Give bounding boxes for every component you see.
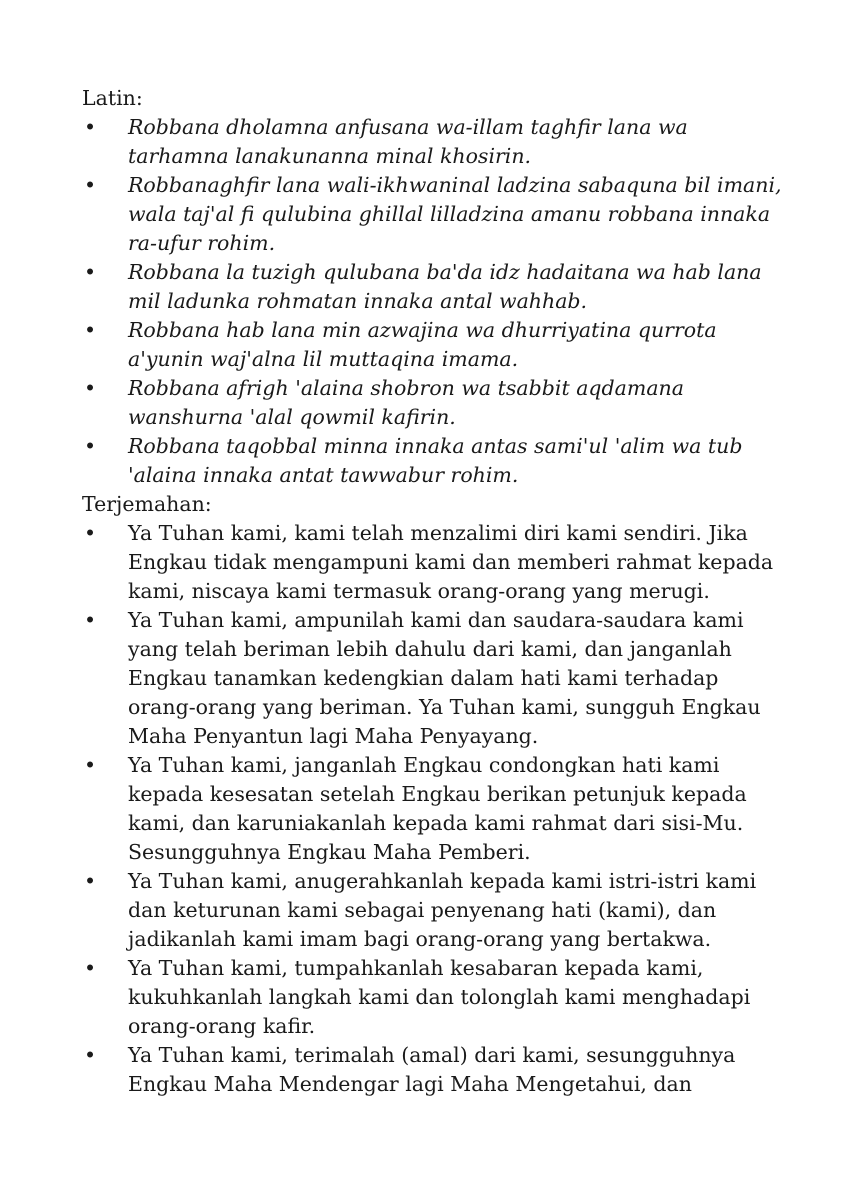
list-item <box>82 316 782 374</box>
list-item <box>82 606 782 751</box>
latin-item-text: Robbanaghfir lana wali-ikhwaninal ladzina sabaquna bil imani, wala taj'al fi qulubina ghillal lilladzina amanu robbana innaka ra-ufur rohim. <box>128 173 782 255</box>
bullet-icon: • <box>83 956 97 980</box>
list-item <box>82 113 782 171</box>
bullet-icon: • <box>83 115 97 139</box>
bullet-icon: • <box>83 318 97 342</box>
latin-heading: Latin: <box>82 86 143 110</box>
latin-item-text: Robbana dholamna anfusana wa-illam taghfir lana wa tarhamna lanakunanna minal khosirin. <box>128 115 688 168</box>
latin-list <box>82 113 782 490</box>
terjemahan-item-text: Ya Tuhan kami, terimalah (amal) dari kami, sesungguhnya Engkau Maha Mendengar lagi Maha Mengetahui, dan <box>128 1043 736 1096</box>
document-page <box>82 84 782 1099</box>
terjemahan-item-text: Ya Tuhan kami, ampunilah kami dan saudara-saudara kami yang telah beriman lebih dahulu dari kami, dan janganlah Engkau tanamkan kedengkian dalam hati kami terhadap orang-orang yang beriman. Ya Tuhan kami, sungguh Engkau Maha Penyantun lagi Maha Penyayang. <box>128 608 761 748</box>
list-item <box>82 1041 782 1099</box>
list-item <box>82 519 782 606</box>
latin-item-text: Robbana hab lana min azwajina wa dhurriyatina qurrota a'yunin waj'alna lil muttaqina imama. <box>128 318 717 371</box>
latin-section <box>82 84 782 490</box>
list-item <box>82 432 782 490</box>
list-item <box>82 171 782 258</box>
bullet-icon: • <box>83 869 97 893</box>
bullet-icon: • <box>83 608 97 632</box>
bullet-icon: • <box>83 260 97 284</box>
bullet-icon: • <box>83 1043 97 1067</box>
bullet-icon: • <box>83 376 97 400</box>
terjemahan-section <box>82 490 782 1099</box>
bullet-icon: • <box>83 434 97 458</box>
latin-item-text: Robbana la tuzigh qulubana ba'da idz hadaitana wa hab lana mil ladunka rohmatan innaka antal wahhab. <box>128 260 762 313</box>
terjemahan-list <box>82 519 782 1099</box>
list-item <box>82 751 782 867</box>
bullet-icon: • <box>83 753 97 777</box>
list-item <box>82 374 782 432</box>
latin-item-text: Robbana afrigh 'alaina shobron wa tsabbit aqdamana wanshurna 'alal qowmil kafirin. <box>128 376 684 429</box>
terjemahan-item-text: Ya Tuhan kami, kami telah menzalimi diri kami sendiri. Jika Engkau tidak mengampuni kami dan memberi rahmat kepada kami, niscaya kami termasuk orang-orang yang merugi. <box>128 521 774 603</box>
list-item <box>82 258 782 316</box>
list-item <box>82 867 782 954</box>
terjemahan-item-text: Ya Tuhan kami, anugerahkanlah kepada kami istri-istri kami dan keturunan kami sebagai penyenang hati (kami), dan jadikanlah kami imam bagi orang-orang yang bertakwa. <box>128 869 757 951</box>
list-item <box>82 954 782 1041</box>
terjemahan-item-text: Ya Tuhan kami, janganlah Engkau condongkan hati kami kepada kesesatan setelah Engkau berikan petunjuk kepada kami, dan karuniakanlah kepada kami rahmat dari sisi-Mu. Sesungguhnya Engkau Maha Pemberi. <box>128 753 747 864</box>
terjemahan-heading: Terjemahan: <box>82 492 212 516</box>
terjemahan-item-text: Ya Tuhan kami, tumpahkanlah kesabaran kepada kami, kukuhkanlah langkah kami dan tolonglah kami menghadapi orang-orang kafir. <box>128 956 751 1038</box>
bullet-icon: • <box>83 173 97 197</box>
latin-item-text: Robbana taqobbal minna innaka antas sami'ul 'alim wa tub 'alaina innaka antat tawwabur rohim. <box>128 434 743 487</box>
bullet-icon: • <box>83 521 97 545</box>
